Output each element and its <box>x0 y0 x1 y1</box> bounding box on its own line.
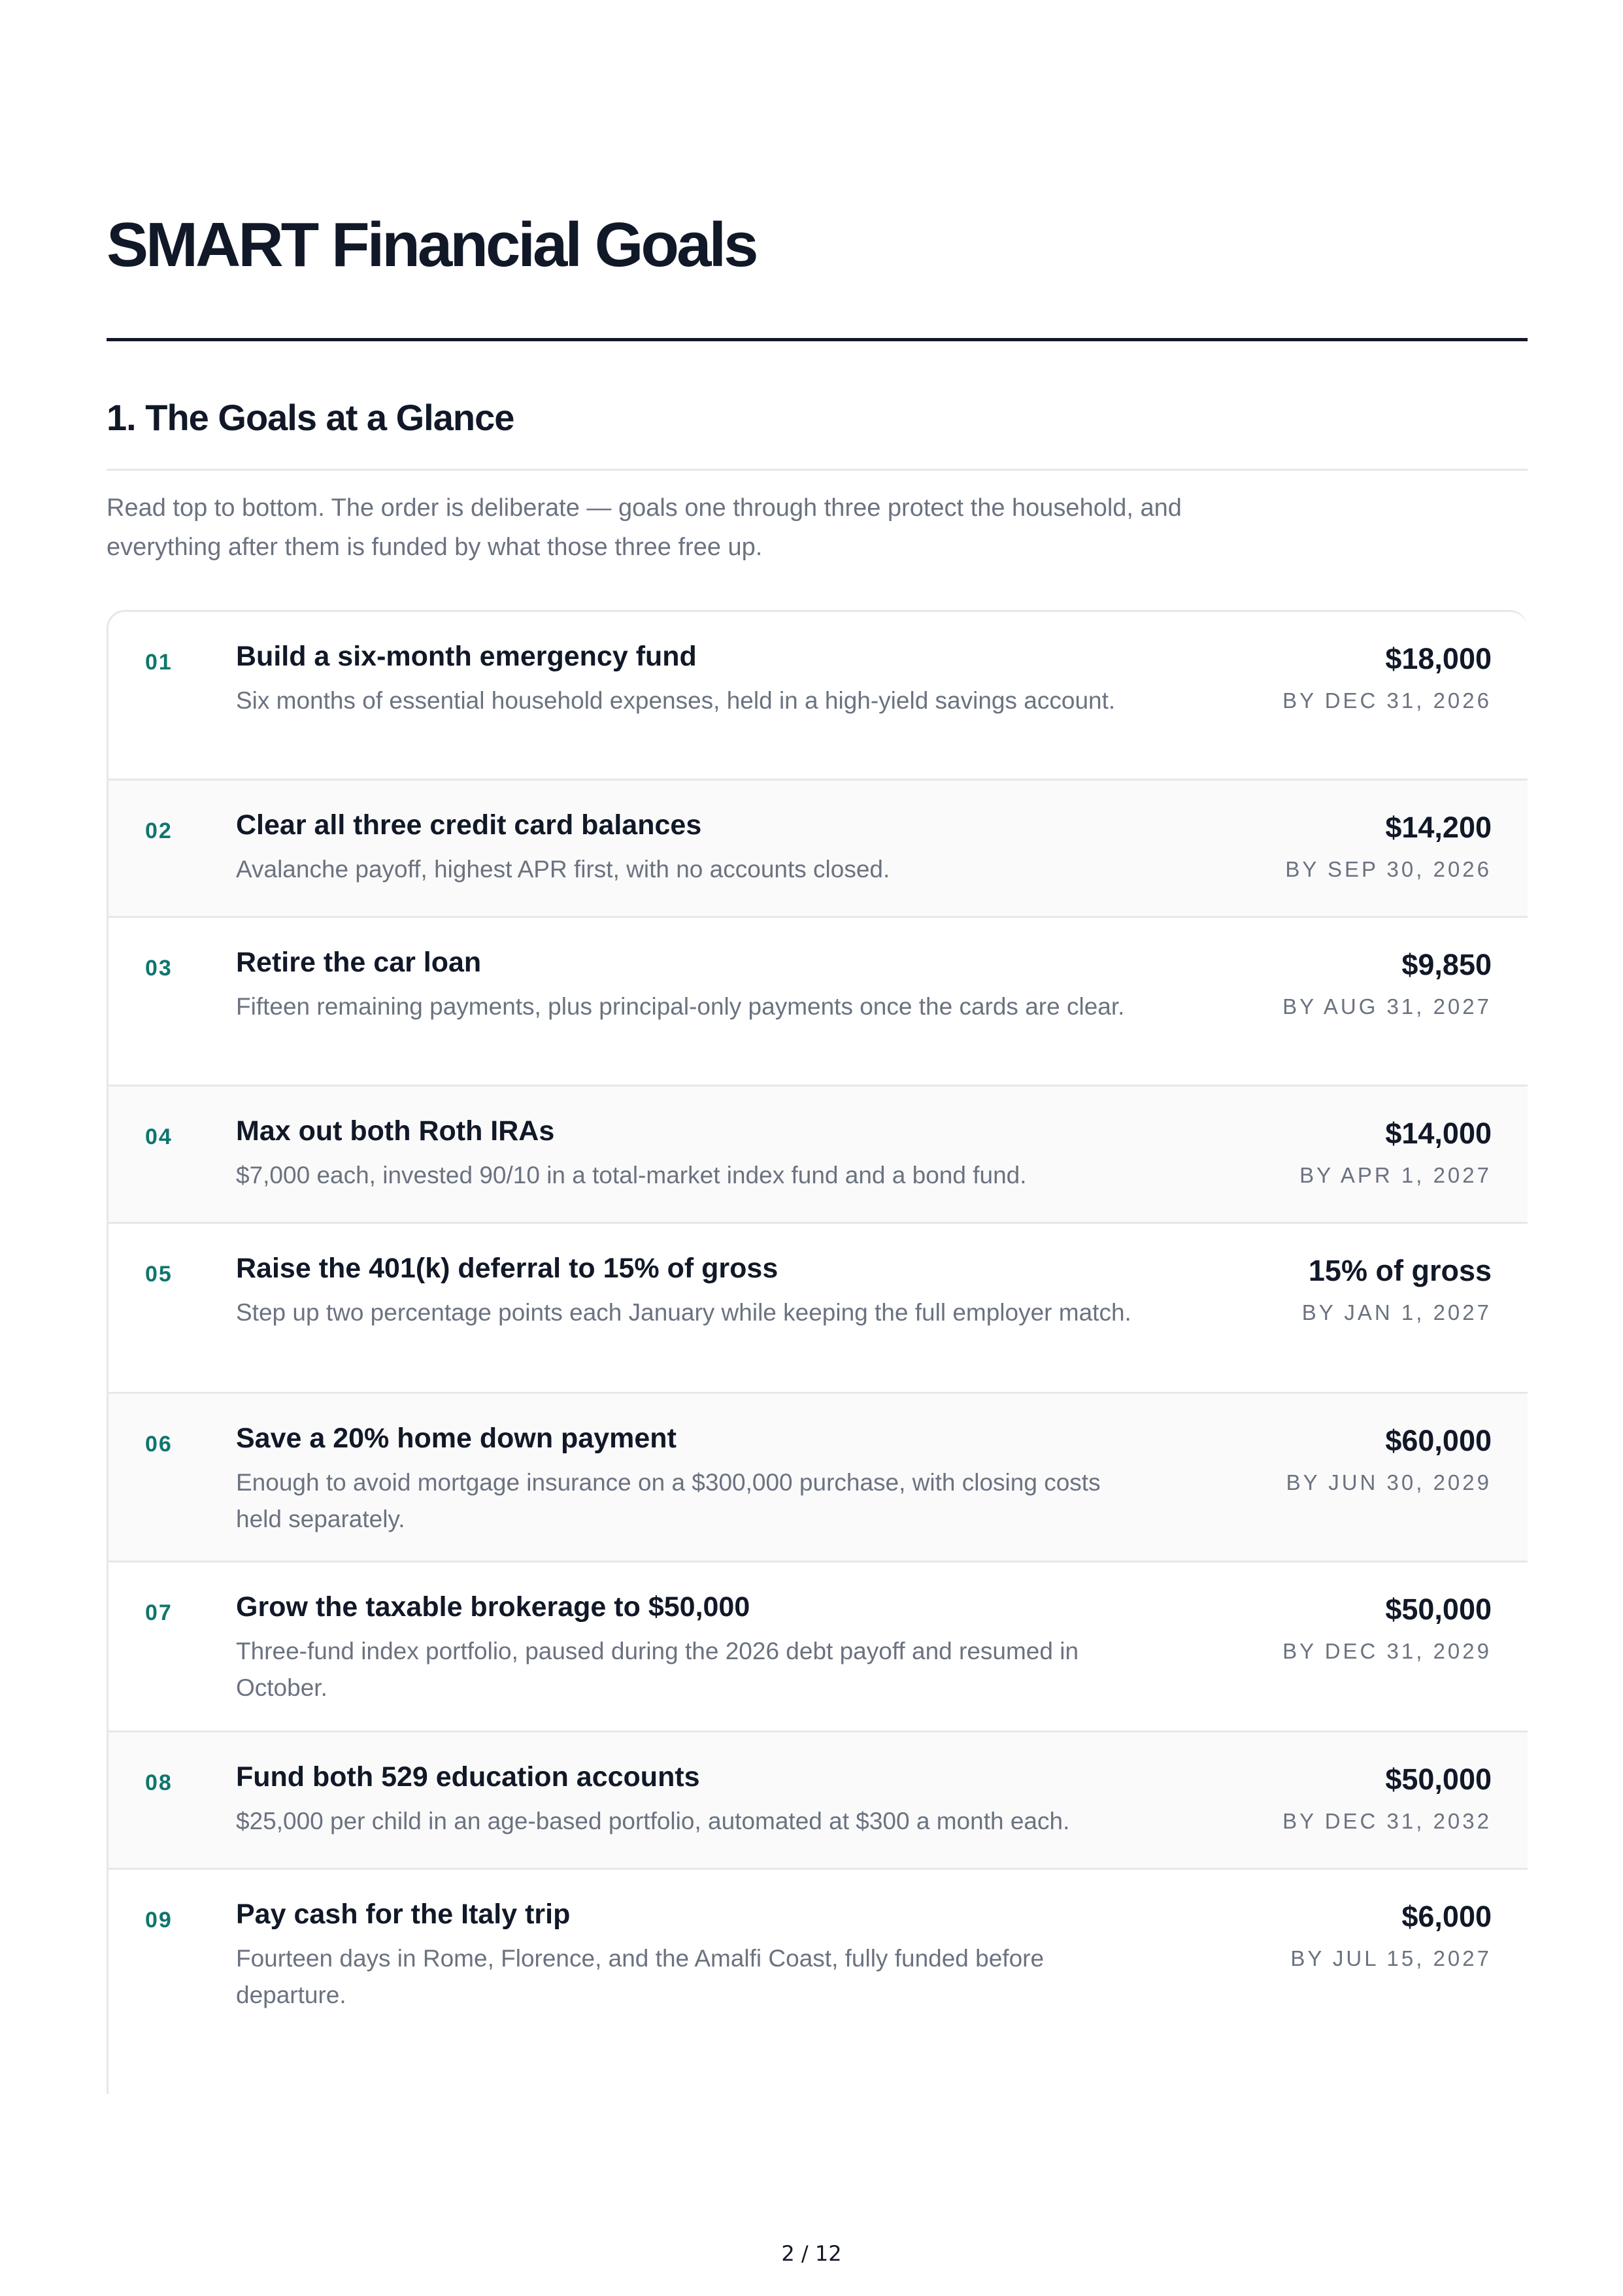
goal-title: Raise the 401(k) deferral to 15% of gross <box>236 1253 778 1284</box>
goal-amount: $18,000 <box>1385 642 1492 675</box>
goal-description: Step up two percentage points each January while keeping the full employer match. <box>236 1299 1131 1326</box>
goal-description: Avalanche payoff, highest APR first, with no accounts closed. <box>236 856 890 883</box>
goal-row <box>109 1224 1528 1394</box>
goal-title: Build a six-month emergency fund <box>236 641 697 672</box>
goal-deadline: BY DEC 31, 2032 <box>1282 1809 1492 1833</box>
goal-row <box>109 612 1528 781</box>
page-title: SMART Financial Goals <box>107 210 756 280</box>
goal-title: Retire the car loan <box>236 947 482 978</box>
intro-paragraph: Read top to bottom. The order is deliberate — goals one through three protect the household, and everything after them is funded by what those three free up. <box>107 494 1182 561</box>
goal-amount: $50,000 <box>1385 1763 1492 1796</box>
section-heading: 1. The Goals at a Glance <box>107 397 514 438</box>
goal-amount: $6,000 <box>1401 1900 1492 1933</box>
goal-amount: $14,000 <box>1385 1117 1492 1150</box>
goal-number: 06 <box>145 1432 173 1457</box>
section-divider <box>107 469 1528 471</box>
goal-amount: $50,000 <box>1385 1593 1492 1626</box>
goal-row <box>109 1087 1528 1224</box>
goal-description: $25,000 per child in an age-based portfolio, automated at $300 a month each. <box>236 1808 1070 1834</box>
goal-amount: $9,850 <box>1401 948 1492 981</box>
goal-row <box>109 918 1528 1087</box>
goal-number: 08 <box>145 1770 173 1795</box>
goal-number: 09 <box>145 1908 173 1933</box>
goal-row <box>109 781 1528 918</box>
goal-number: 02 <box>145 819 173 843</box>
goal-amount: $14,200 <box>1385 811 1492 844</box>
goal-number: 03 <box>145 956 173 981</box>
goal-description: Six months of essential household expenses, held in a high-yield savings account. <box>236 687 1116 714</box>
goal-description: Enough to avoid mortgage insurance on a $300,000 purchase, with closing costs held separately. <box>236 1469 1101 1532</box>
goal-title: Fund both 529 education accounts <box>236 1761 700 1793</box>
goal-description: Fourteen days in Rome, Florence, and the Amalfi Coast, fully funded before departure. <box>236 1945 1045 2008</box>
goals-list <box>107 610 1528 2094</box>
goal-row <box>109 1870 1528 2094</box>
goal-number: 01 <box>145 650 173 675</box>
goal-deadline: BY AUG 31, 2027 <box>1282 994 1492 1019</box>
goal-deadline: BY JAN 1, 2027 <box>1301 1300 1492 1325</box>
goal-description: $7,000 each, invested 90/10 in a total-market index fund and a bond fund. <box>236 1162 1027 1189</box>
goal-number: 05 <box>145 1262 173 1287</box>
title-divider <box>107 338 1528 341</box>
page-number: 2 / 12 <box>781 2241 842 2266</box>
goal-amount: $60,000 <box>1385 1424 1492 1457</box>
goal-deadline: BY DEC 31, 2026 <box>1282 688 1492 713</box>
goal-title: Max out both Roth IRAs <box>236 1115 555 1147</box>
goal-amount: 15% of gross <box>1308 1254 1492 1287</box>
goal-description: Fifteen remaining payments, plus principal-only payments once the cards are clear. <box>236 993 1125 1020</box>
goal-deadline: BY APR 1, 2027 <box>1299 1163 1492 1187</box>
goal-title: Grow the taxable brokerage to $50,000 <box>236 1591 750 1623</box>
goal-row <box>109 1394 1528 1562</box>
goal-number: 04 <box>145 1124 173 1149</box>
goal-title: Save a 20% home down payment <box>236 1423 677 1454</box>
goal-deadline: BY JUL 15, 2027 <box>1290 1946 1492 1970</box>
goal-row <box>109 1732 1528 1870</box>
goal-description: Three-fund index portfolio, paused during the 2026 debt payoff and resumed in October. <box>236 1638 1079 1701</box>
goal-number: 07 <box>145 1600 173 1625</box>
goal-deadline: BY DEC 31, 2029 <box>1282 1639 1492 1663</box>
goal-deadline: BY JUN 30, 2029 <box>1286 1470 1492 1494</box>
goal-row <box>109 1562 1528 1732</box>
goal-title: Pay cash for the Italy trip <box>236 1899 571 1930</box>
goal-title: Clear all three credit card balances <box>236 809 702 841</box>
goal-deadline: BY SEP 30, 2026 <box>1285 857 1492 881</box>
